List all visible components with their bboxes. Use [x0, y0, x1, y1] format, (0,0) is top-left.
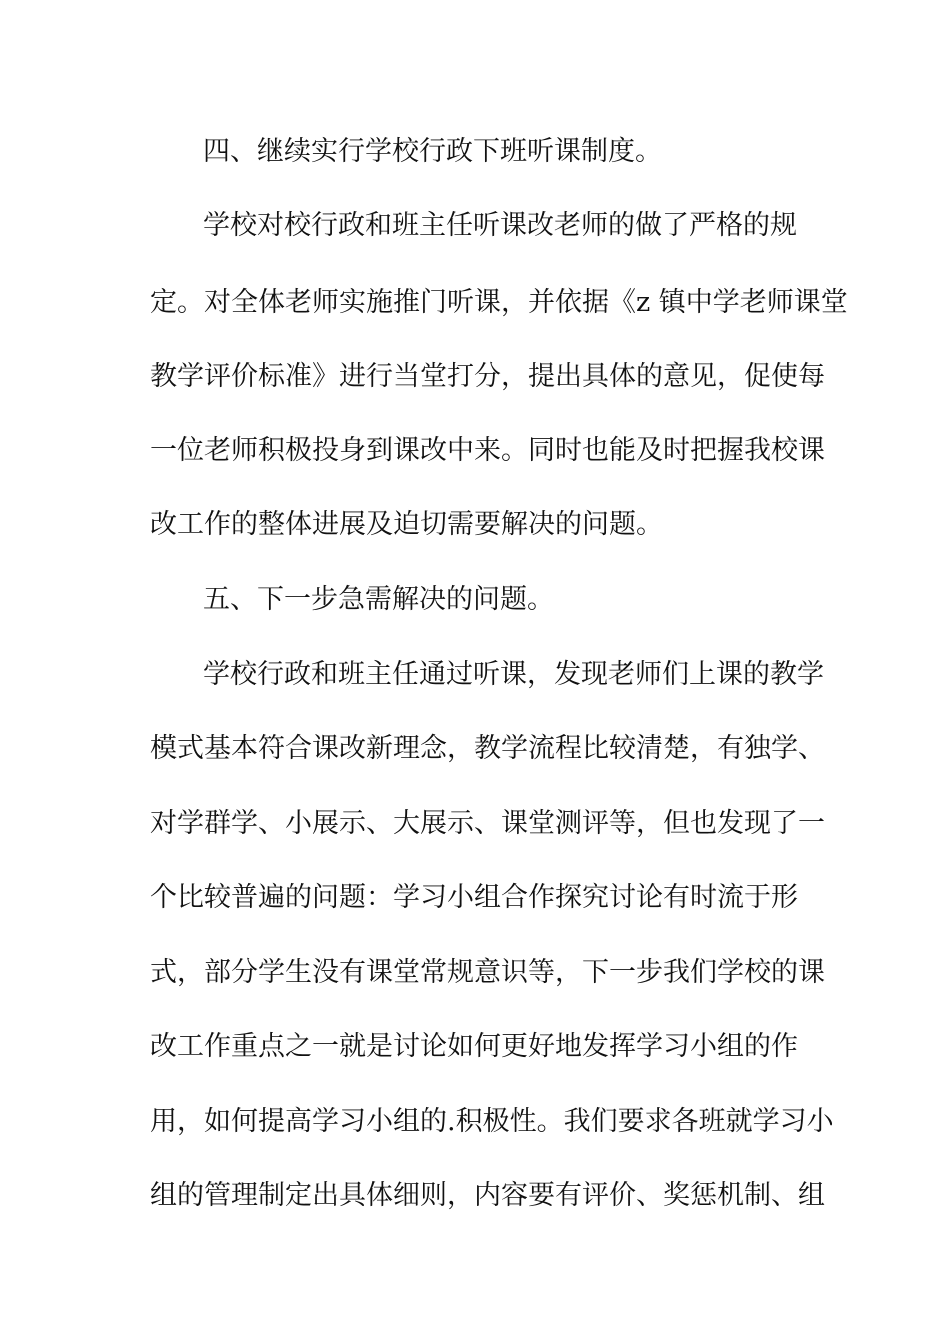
section-heading-5: 五、下一步急需解决的问题。 — [203, 584, 554, 615]
paragraph-line: 教学评价标准》进行当堂打分，提出具体的意见，促使每 — [150, 361, 825, 392]
paragraph-line: 改工作的整体进展及迫切需要解决的问题。 — [150, 509, 663, 540]
paragraph-line: 学校行政和班主任通过听课，发现老师们上课的教学 — [203, 659, 824, 690]
paragraph-line: 一位老师积极投身到课改中来。同时也能及时把握我校课 — [150, 435, 825, 466]
paragraph-line: 个比较普遍的问题：学习小组合作探究讨论有时流于形 — [150, 882, 798, 913]
paragraph-line: 组的管理制定出具体细则，内容要有评价、奖惩机制、组 — [150, 1180, 825, 1211]
section-heading-4: 四、继续实行学校行政下班听课制度。 — [203, 136, 662, 167]
paragraph-line: 定。对全体老师实施推门听课，并依据《z 镇中学老师课堂 — [150, 287, 848, 318]
paragraph-line: 改工作重点之一就是讨论如何更好地发挥学习小组的作 — [150, 1031, 798, 1062]
paragraph-line: 式，部分学生没有课堂常规意识等，下一步我们学校的课 — [150, 957, 825, 988]
paragraph-line: 对学群学、小展示、大展示、课堂测评等，但也发现了一 — [150, 808, 825, 839]
paragraph-line: 模式基本符合课改新理念，教学流程比较清楚，有独学、 — [150, 733, 825, 764]
paragraph-line: 学校对校行政和班主任听课改老师的做了严格的规 — [203, 210, 797, 241]
paragraph-line: 用，如何提高学习小组的.积极性。我们要求各班就学习小 — [150, 1106, 834, 1137]
